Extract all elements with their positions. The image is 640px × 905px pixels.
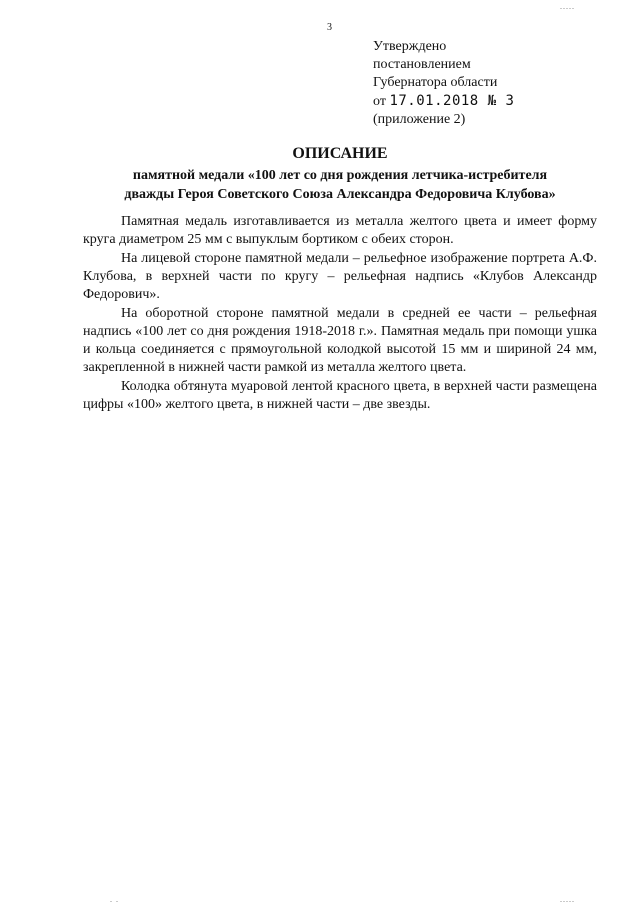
paragraph-obverse: На лицевой стороне памятной медали – рельефное изображение портрета А.Ф. Клубова, в верхней части по кругу – рельефная надпись «Клубов Александр Федорович».: [83, 251, 597, 302]
document-subtitle-line-2: дважды Героя Советского Союза Александра Федоровича Клубова»: [124, 187, 556, 202]
paragraph-material: Памятная медаль изготавливается из металла желтого цвета и имеет форму круга диаметром 25 мм с выпуклым бортиком с обеих сторон.: [83, 214, 597, 247]
paragraph-ribbon-block: Колодка обтянута муаровой лентой красного цвета, в верхней части размещена цифры «100» желтого цвета, в нижней части – две звезды.: [83, 379, 597, 412]
paragraph-reverse: На оборотной стороне памятной медали в средней ее части – рельефная надпись «100 лет со дня рождения 1918-2018 г.». Памятная медаль при помощи ушка и кольца соединяется с прямоугольной колодкой высотой 15 мм и шириной 24 мм, закрепленной в нижней части рамкой из металла желтого цвета.: [83, 306, 597, 375]
document-heading: [60, 144, 620, 204]
approval-block: [373, 38, 613, 129]
approval-line-appendix: (приложение 2): [373, 112, 466, 127]
scan-mark-top-right: .....: [560, 2, 575, 11]
document-title: ОПИСАНИЕ: [292, 145, 388, 162]
scan-mark-bottom-left: . .: [110, 895, 119, 904]
approval-line-date: [373, 92, 613, 111]
scan-mark-bottom-right: .....: [560, 895, 575, 904]
page-number: 3: [327, 22, 332, 33]
document-subtitle-line-1: памятной медали «100 лет со дня рождения летчика-истребителя: [132, 168, 548, 183]
approval-line-approved: Утверждено: [373, 39, 447, 54]
approval-line-governor: Губернатора области: [373, 75, 498, 90]
description-body: [83, 213, 597, 415]
approval-date-stamp: 17.01.2018 № 3: [389, 93, 515, 109]
approval-date-prefix: от: [373, 94, 386, 109]
approval-line-decree: постановлением: [373, 57, 471, 72]
